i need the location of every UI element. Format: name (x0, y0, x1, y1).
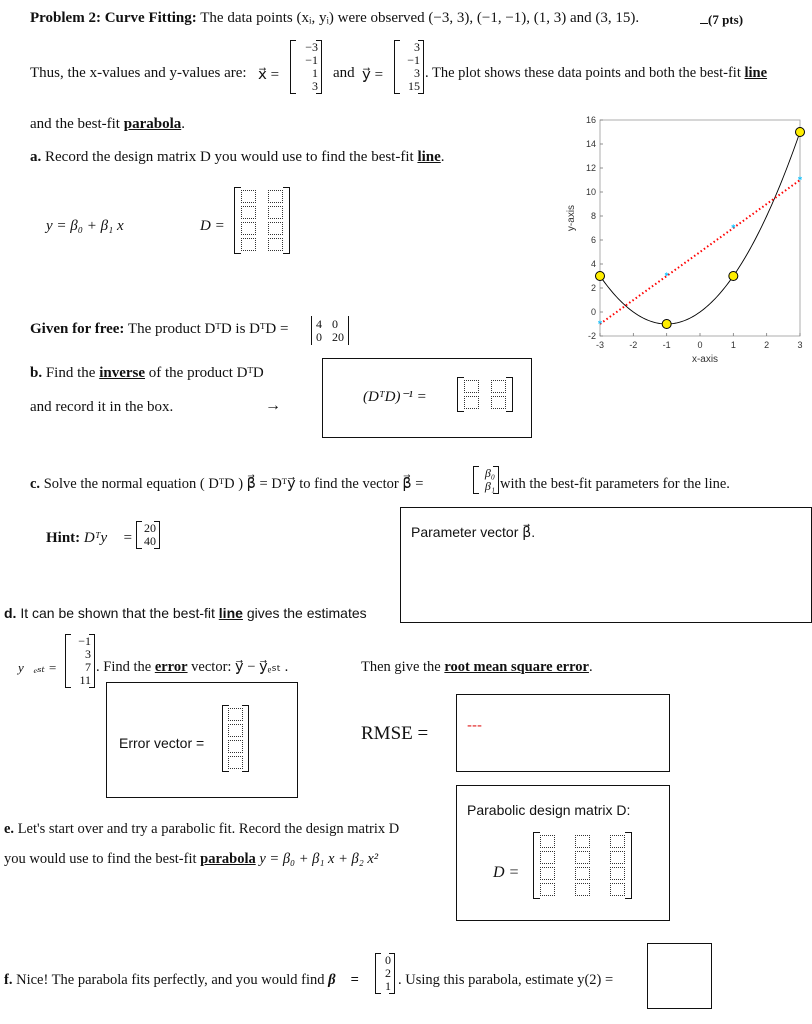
line-marker: * (597, 319, 603, 329)
line-marker: * (797, 175, 803, 185)
yest-vector: −1 3 7 11 (65, 634, 95, 688)
problem-header (30, 10, 639, 27)
rmse-value[interactable]: --- (467, 717, 482, 734)
matrix-cell[interactable] (575, 835, 590, 848)
y-tick-label: 2 (590, 283, 596, 293)
matrix-cell[interactable] (241, 190, 256, 203)
part-f-text: f. Nice! The parabola fits perfectly, and you would find β⃗ = (4, 972, 359, 988)
parabolic-d-label: D = (493, 864, 520, 881)
x-tick-label: 3 (797, 340, 803, 350)
x-tick-label: 0 (697, 340, 703, 350)
rmse-box[interactable] (456, 694, 670, 772)
design-matrix-input[interactable] (234, 187, 290, 254)
matrix-cell[interactable] (228, 724, 243, 737)
yest-label: y⃗ₑₛₜ = (18, 660, 57, 675)
part-c-text-end: with the best-fit parameters for the line. (500, 476, 730, 492)
matrix-cell[interactable] (540, 883, 555, 896)
parameter-vector-box[interactable] (400, 507, 812, 623)
matrix-cell[interactable] (228, 756, 243, 769)
matrix-cell[interactable] (610, 835, 625, 848)
matrix-cell[interactable] (241, 222, 256, 235)
x-value: 1 (312, 66, 318, 80)
error-vector-label: Error vector = (119, 735, 205, 751)
y-axis-label: y-axis (566, 204, 577, 232)
matrix-cell[interactable] (268, 190, 283, 203)
matrix-cell[interactable] (575, 883, 590, 896)
matrix-cell[interactable] (491, 380, 506, 393)
dtd-matrix: 4 0 0 20 (311, 316, 349, 345)
part-a-text: a. Record the design matrix D you would use to find the best-fit line. (30, 149, 445, 165)
matrix-cell[interactable] (540, 851, 555, 864)
inverse-matrix-input[interactable] (457, 377, 513, 412)
y-value: 15 (408, 79, 420, 93)
plot-text-2: and the best-fit parabola. (30, 116, 185, 132)
parabolic-matrix-input[interactable] (533, 832, 632, 899)
y-value: −1 (407, 53, 420, 67)
matrix-cell[interactable] (241, 206, 256, 219)
data-point (796, 128, 805, 137)
matrix-cell[interactable] (464, 396, 479, 409)
inverse-expr: (DᵀD)⁻¹ = (363, 389, 427, 405)
line-marker: * (664, 271, 669, 281)
x-tick-label: 2 (764, 340, 770, 350)
x-vector-label: x⃗ = (258, 67, 280, 83)
y-tick-label: 12 (585, 163, 596, 173)
matrix-cell[interactable] (575, 867, 590, 880)
matrix-cell[interactable] (268, 222, 283, 235)
matrix-cell[interactable] (610, 867, 625, 880)
error-vector-input[interactable] (222, 705, 249, 772)
matrix-cell[interactable] (268, 238, 283, 251)
matrix-cell[interactable] (610, 851, 625, 864)
hint-text: Hint: Dᵀy⃗ = (46, 530, 133, 546)
y-tick-label: 16 (585, 115, 596, 125)
error-vector-box[interactable] (106, 682, 298, 798)
y-tick-label: 14 (585, 139, 596, 149)
y-tick-label: 8 (590, 211, 596, 221)
y-value: 3 (414, 66, 420, 80)
y-tick-label: -2 (587, 331, 596, 341)
part-e-text-2: you would use to find the best-fit parabola y = β₀ + β₁ x + β₂ x² (4, 851, 379, 867)
points-label: (7 pts) (700, 12, 743, 28)
matrix-cell[interactable] (268, 206, 283, 219)
y-tick-label: 6 (590, 235, 596, 245)
part-f-text-2: . Using this parabola, estimate y(2) = (398, 972, 614, 988)
matrix-cell[interactable] (228, 708, 243, 721)
matrix-cell[interactable] (491, 396, 506, 409)
matrix-cell[interactable] (540, 867, 555, 880)
data-point (662, 320, 671, 329)
fit-chart (560, 108, 812, 370)
x-value: 3 (312, 79, 318, 93)
matrix-cell[interactable] (575, 851, 590, 864)
y-vector-label: y⃗ = (362, 67, 384, 83)
y-tick-label: 10 (585, 187, 596, 197)
x-axis-label: x-axis (691, 354, 719, 365)
design-d-label: D = (200, 218, 225, 234)
x-value: −3 (305, 40, 318, 54)
x-tick-label: 1 (730, 340, 736, 350)
matrix-cell[interactable] (610, 883, 625, 896)
part-d-text: d. It can be shown that the best-fit line gives the estimates (4, 605, 367, 621)
data-point (729, 272, 738, 281)
line-marker: * (731, 223, 736, 233)
parabolic-matrix-box[interactable] (456, 785, 670, 921)
x-vector (290, 40, 322, 94)
parameter-box-label: Parameter vector β⃗. (411, 524, 536, 540)
thus-text: Thus, the x-values and y-values are: (30, 65, 247, 81)
part-b-text-2: and record it in the box. (30, 399, 174, 415)
arrow-right-icon: → (265, 397, 281, 414)
hint-vector: 20 40 (136, 521, 160, 549)
data-point (596, 272, 605, 281)
y2-answer-box[interactable] (647, 943, 712, 1009)
x-tick-label: -1 (662, 340, 671, 350)
error-instruction: . Find the error vector: y⃗ − y⃗ₑₛₜ . (96, 659, 289, 675)
part-c-text: c. Solve the normal equation ( DᵀD ) β⃗ = Dᵀy⃗ to find the vector β⃗ = (30, 476, 424, 492)
part-b-text: b. Find the inverse of the product DᵀD (30, 365, 264, 381)
given-text: Given for free: The product DᵀD is DᵀD = (30, 321, 289, 337)
line-model: y = β₀ + β₁ x (46, 218, 124, 234)
x-tick-label: -2 (629, 340, 638, 350)
y-tick-label: 0 (590, 307, 596, 317)
y-vector (394, 40, 424, 94)
matrix-cell[interactable] (540, 835, 555, 848)
parabolic-box-label: Parabolic design matrix D: (467, 802, 631, 818)
part-e-text: e. Let's start over and try a parabolic fit. Record the design matrix D (4, 821, 400, 837)
matrix-cell[interactable] (228, 740, 243, 753)
matrix-cell[interactable] (464, 380, 479, 393)
beta-vector: β₀ β₁ (473, 466, 499, 494)
x-value: −1 (305, 53, 318, 67)
inverse-box[interactable] (322, 358, 532, 438)
matrix-cell[interactable] (241, 238, 256, 251)
problem-intro: The data points (xᵢ, yᵢ) were observed (−3, 3), (−1, −1), (1, 3) and (3, 15). (200, 10, 640, 26)
and-text: and (333, 65, 355, 81)
y-tick-label: 4 (590, 259, 596, 269)
x-tick-label: -3 (595, 340, 605, 350)
parabola-beta-vector: 0 2 1 (375, 953, 395, 994)
y-value: 3 (414, 40, 420, 54)
plot-text: . The plot shows these data points and both the best-fit line (425, 65, 768, 81)
rmse-instruction: Then give the root mean square error. (361, 659, 593, 675)
problem-title: Problem 2: Curve Fitting: (30, 10, 197, 26)
rmse-label: RMSE = (361, 723, 429, 744)
